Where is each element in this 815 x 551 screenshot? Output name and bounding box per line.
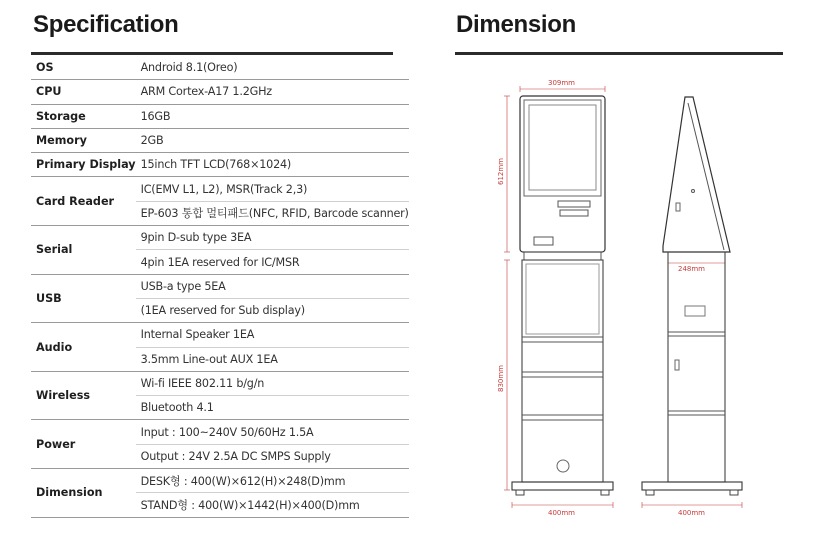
spec-row-audio xyxy=(31,323,409,347)
spec-key-usb: USB xyxy=(31,274,136,323)
spec-value-usb-2: (1EA reserved for Sub display) xyxy=(136,298,409,322)
spec-key-audio: Audio xyxy=(31,323,136,372)
spec-key-wireless: Wireless xyxy=(31,371,136,420)
dimension-title: Dimension xyxy=(456,11,576,38)
dim-label-desk-height: 612mm xyxy=(497,158,505,185)
spec-key-card-reader: Card Reader xyxy=(31,177,136,226)
specification-title: Specification xyxy=(33,11,179,38)
spec-row-primary-display xyxy=(31,153,409,177)
spec-key-dimension: Dimension xyxy=(31,469,136,518)
spec-value-dimension-1: DESK형 : 400(W)×612(H)×248(D)mm xyxy=(136,469,409,493)
spec-key-primary-display: Primary Display xyxy=(31,153,136,177)
spec-value-power-2: Output : 24V 2.5A DC SMPS Supply xyxy=(136,444,409,468)
kiosk-side-view xyxy=(642,97,742,508)
spec-value-os: Android 8.1(Oreo) xyxy=(136,56,409,80)
spec-key-memory: Memory xyxy=(31,128,136,152)
specification-table xyxy=(31,56,409,518)
spec-value-wireless-1: Wi-fi IEEE 802.11 b/g/n xyxy=(136,371,409,395)
spec-key-cpu: CPU xyxy=(31,80,136,104)
spec-value-audio-1: Internal Speaker 1EA xyxy=(136,323,409,347)
spec-value-wireless-2: Bluetooth 4.1 xyxy=(136,396,409,420)
dim-label-depth: 248mm xyxy=(678,265,705,273)
spec-key-storage: Storage xyxy=(31,104,136,128)
dim-label-stand-height: 830mm xyxy=(497,365,505,392)
spec-value-storage: 16GB xyxy=(136,104,409,128)
spec-row-cpu xyxy=(31,80,409,104)
spec-value-audio-2: 3.5mm Line-out AUX 1EA xyxy=(136,347,409,371)
spec-value-serial-2: 4pin 1EA reserved for IC/MSR xyxy=(136,250,409,274)
dim-label-side-base-width: 400mm xyxy=(678,509,705,517)
spec-row-dimension xyxy=(31,469,409,493)
spec-row-card-reader xyxy=(31,177,409,201)
specification-divider xyxy=(31,52,393,55)
spec-key-os: OS xyxy=(31,56,136,80)
kiosk-dimension-drawing xyxy=(480,70,780,525)
dim-label-top-width: 309mm xyxy=(548,79,575,87)
spec-row-os xyxy=(31,56,409,80)
spec-value-cpu: ARM Cortex-A17 1.2GHz xyxy=(136,80,409,104)
spec-row-power xyxy=(31,420,409,444)
spec-value-primary-display: 15inch TFT LCD(768×1024) xyxy=(136,153,409,177)
spec-row-serial xyxy=(31,226,409,250)
spec-value-dimension-2: STAND형 : 400(W)×1442(H)×400(D)mm xyxy=(136,493,409,517)
spec-value-memory: 2GB xyxy=(136,128,409,152)
spec-row-wireless xyxy=(31,371,409,395)
spec-key-serial: Serial xyxy=(31,226,136,275)
spec-row-storage xyxy=(31,104,409,128)
spec-row-usb xyxy=(31,274,409,298)
spec-key-power: Power xyxy=(31,420,136,469)
dim-label-front-base-width: 400mm xyxy=(548,509,575,517)
spec-value-usb-1: USB-a type 5EA xyxy=(136,274,409,298)
dimension-divider xyxy=(455,52,783,55)
kiosk-front-view xyxy=(504,86,613,508)
spec-value-card-reader-2: EP-603 통합 멀티패드(NFC, RFID, Barcode scanner) xyxy=(136,201,409,225)
spec-value-card-reader-1: IC(EMV L1, L2), MSR(Track 2,3) xyxy=(136,177,409,201)
spec-value-power-1: Input : 100~240V 50/60Hz 1.5A xyxy=(136,420,409,444)
spec-value-serial-1: 9pin D-sub type 3EA xyxy=(136,226,409,250)
spec-row-memory xyxy=(31,128,409,152)
